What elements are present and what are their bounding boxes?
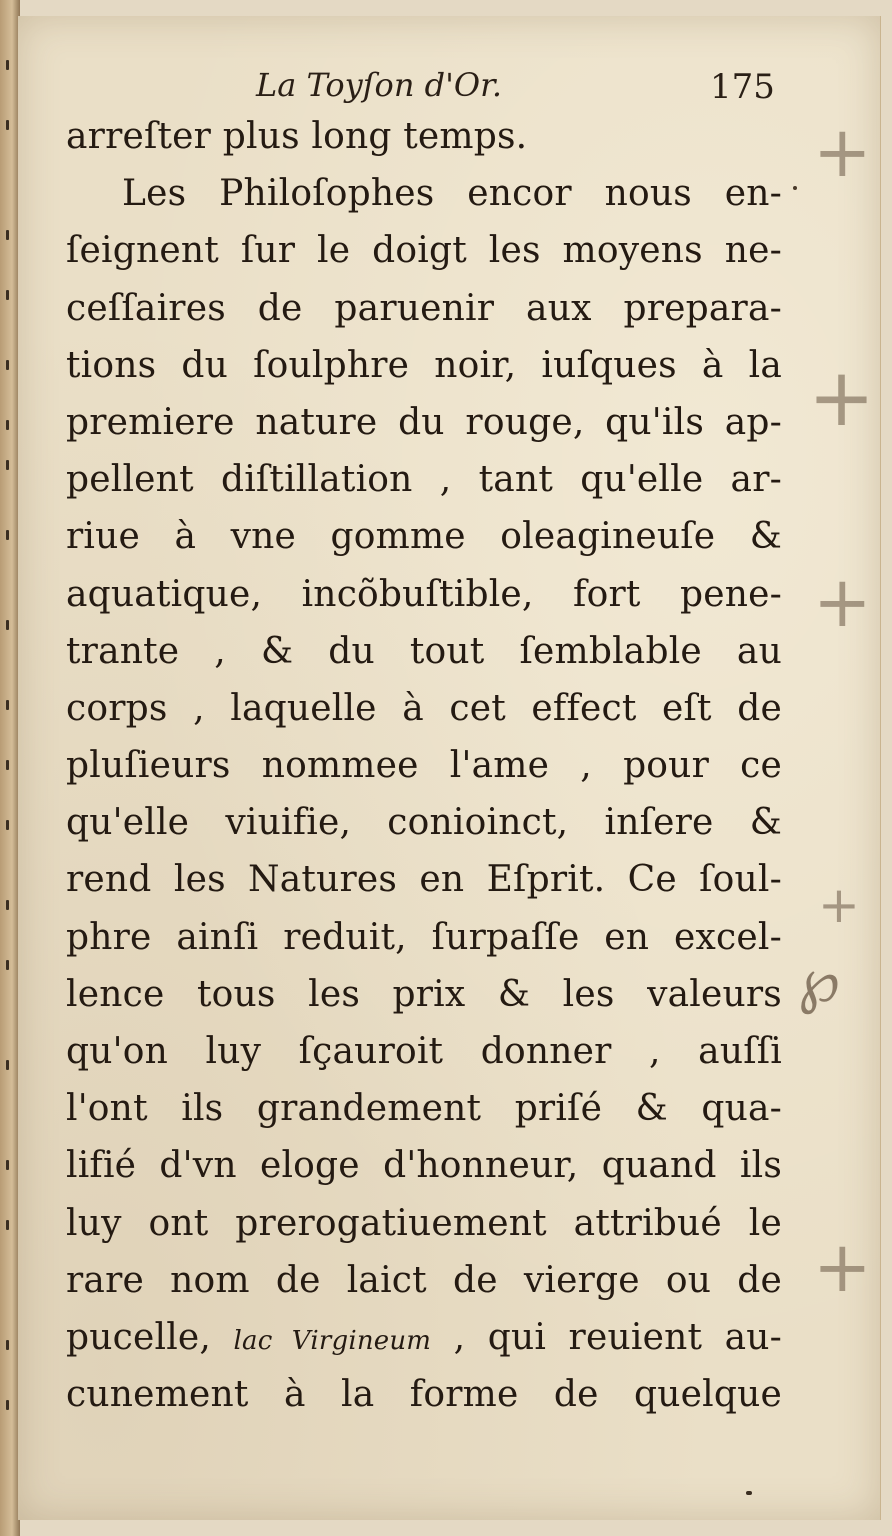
text-line: corps , laquelle à cet effect eſt de — [66, 687, 782, 729]
margin-cross-mark: + — [813, 561, 872, 643]
text-line: pellent diſtillation , tant qu'elle ar- — [66, 459, 782, 501]
margin-cross-mark: + — [808, 351, 876, 444]
text-line: pluſieurs nommee l'ame , pour ce — [66, 745, 782, 787]
text-line: aquatique, incõbuſtible, fort pene- — [66, 573, 782, 615]
ink-speck — [746, 1491, 752, 1495]
margin-cross-mark: + — [813, 111, 872, 193]
text-line: arreſter plus long temps. — [66, 116, 528, 157]
text-line: lence tous les prix & les valeurs — [66, 973, 782, 1015]
margin-cross-mark: + — [818, 876, 860, 934]
text-line-with-latin-phrase — [66, 1309, 782, 1366]
text-line: l'ont ils grandement priſé & qua- — [66, 1088, 782, 1130]
text-segment: pucelle, — [66, 1316, 234, 1358]
text-line: rare nom de laict de vierge ou de — [66, 1259, 782, 1301]
text-line: qu'elle viuifie, conioinct, inſere & — [66, 802, 782, 844]
text-line: trante , & du tout ſemblable au — [66, 630, 782, 672]
running-title: La Toyſon d'Or. — [256, 66, 503, 104]
page — [18, 16, 881, 1520]
previous-page-text-fragments — [3, 60, 13, 1460]
page-number: 175 — [710, 67, 775, 107]
latin-phrase: lac Virgineum — [233, 1325, 432, 1356]
margin-cross-mark: + — [813, 1226, 872, 1308]
text-line: phre ainſi reduit, ſurpaſſe en excel- — [66, 916, 782, 958]
ink-dot — [793, 186, 797, 190]
text-line: ceſſaires de paruenir aux prepara- — [66, 287, 782, 329]
body-text — [66, 108, 782, 1423]
running-head — [18, 62, 880, 112]
text-line: cunement à la forme de quelque — [66, 1374, 782, 1416]
text-line: ſeignent ſur le doigt les moyens ne- — [66, 230, 782, 272]
text-line: tions du ſoulphre noir, iuſques à la — [66, 344, 782, 386]
margin-alchemical-symbol: ℘ — [798, 946, 840, 1016]
text-line: luy ont prerogatiuement attribué le — [66, 1202, 782, 1244]
text-line: premiere nature du rouge, qu'ils ap- — [66, 401, 782, 443]
text-line: Les Philoſophes encor nous en- — [122, 173, 782, 215]
previous-page-edge — [0, 0, 20, 1536]
text-line: rend les Natures en Eſprit. Ce ſoul- — [66, 859, 782, 901]
text-segment: , qui reuient au- — [431, 1316, 783, 1358]
text-line: qu'on luy ſçauroit donner , auſſi — [66, 1031, 782, 1072]
text-line: lifié d'vn eloge d'honneur, quand ils — [66, 1145, 782, 1187]
text-line: riue à vne gomme oleagineuſe & — [66, 516, 782, 558]
